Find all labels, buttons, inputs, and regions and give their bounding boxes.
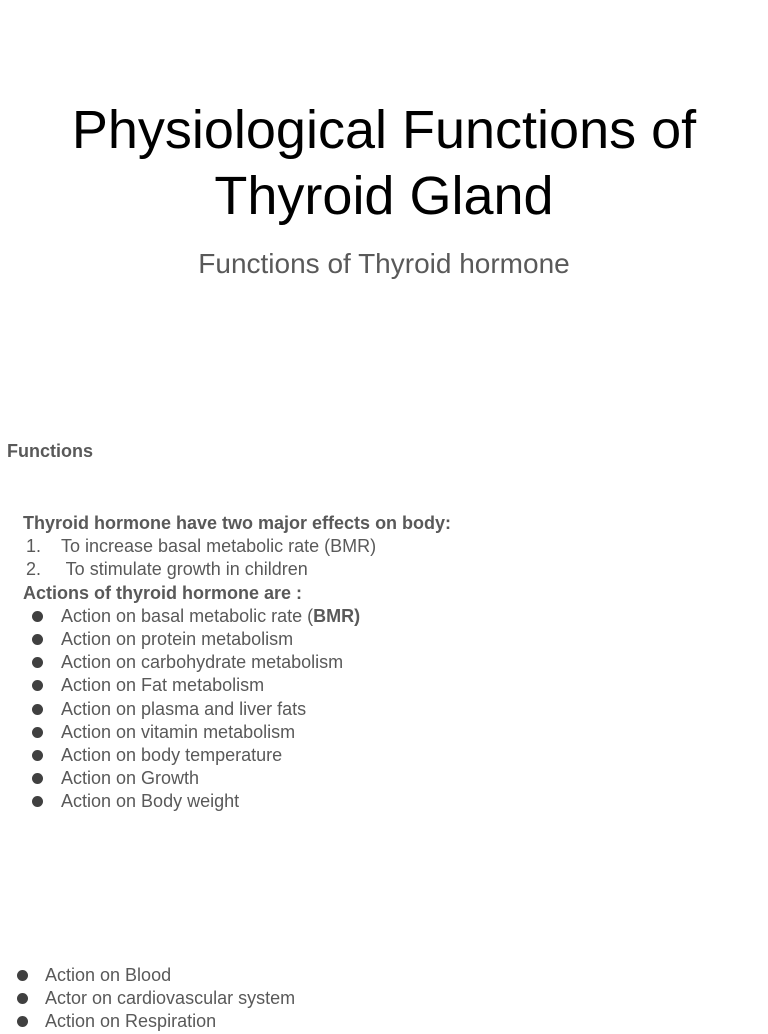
action-item [23,698,743,721]
effect-text: To stimulate growth in children [61,559,308,580]
bullet-icon [32,680,43,691]
action-item [23,721,743,744]
action-text: Action on Growth [61,768,200,789]
action-text-bold: BMR) [313,605,361,626]
effects-heading: Thyroid hormone have two major effects on body: [23,513,452,533]
action-text: Actor on cardiovascular system [45,988,296,1009]
bullet-icon [32,611,43,622]
effect-number: 1. [26,536,42,557]
bullet-icon [32,750,43,761]
action-item [23,605,743,628]
action-text: Action on Blood [45,965,172,985]
bullet-icon [32,634,43,645]
action-item [23,674,743,697]
effect-item [23,558,743,581]
section-heading: Functions [7,441,93,461]
action-text-regular: Action on basal metabolic rate ( [61,605,314,626]
action-item [23,744,743,767]
effect-number: 2. [26,559,42,580]
action-item [23,651,743,674]
action-text [61,605,360,628]
action-item [16,987,756,1010]
action-text: Action on Body weight [61,791,240,812]
action-text: Action on protein metabolism [61,628,294,649]
bullet-icon [32,657,43,668]
page-title: Physiological Functions of Thyroid Gland [71,100,697,226]
bullet-icon [32,796,43,807]
action-text: Action on plasma and liver fats [61,698,307,719]
page-subtitle: Functions of Thyroid hormone [198,248,570,279]
bullet-icon [32,704,43,715]
action-text: Action on body temperature [61,744,283,765]
bullet-icon [17,1016,28,1027]
action-item [23,790,743,813]
body-text [23,512,743,813]
action-item [23,628,743,651]
action-text: Action on Respiration [45,1011,217,1032]
bullet-icon [17,970,28,981]
action-item [23,767,743,790]
action-text: Action on carbohydrate metabolism [61,652,344,673]
bullet-icon [32,727,43,738]
action-text: Action on Fat metabolism [61,675,265,696]
action-text: Action on vitamin metabolism [61,721,296,742]
next-page-list [16,964,756,1034]
effect-text: To increase basal metabolic rate (BMR) [61,536,377,557]
actions-heading: Actions of thyroid hormone are : [23,582,303,603]
action-item [16,964,756,987]
bullet-icon [32,773,43,784]
action-item [16,1010,756,1033]
effect-item [23,535,743,558]
bullet-icon [17,993,28,1004]
